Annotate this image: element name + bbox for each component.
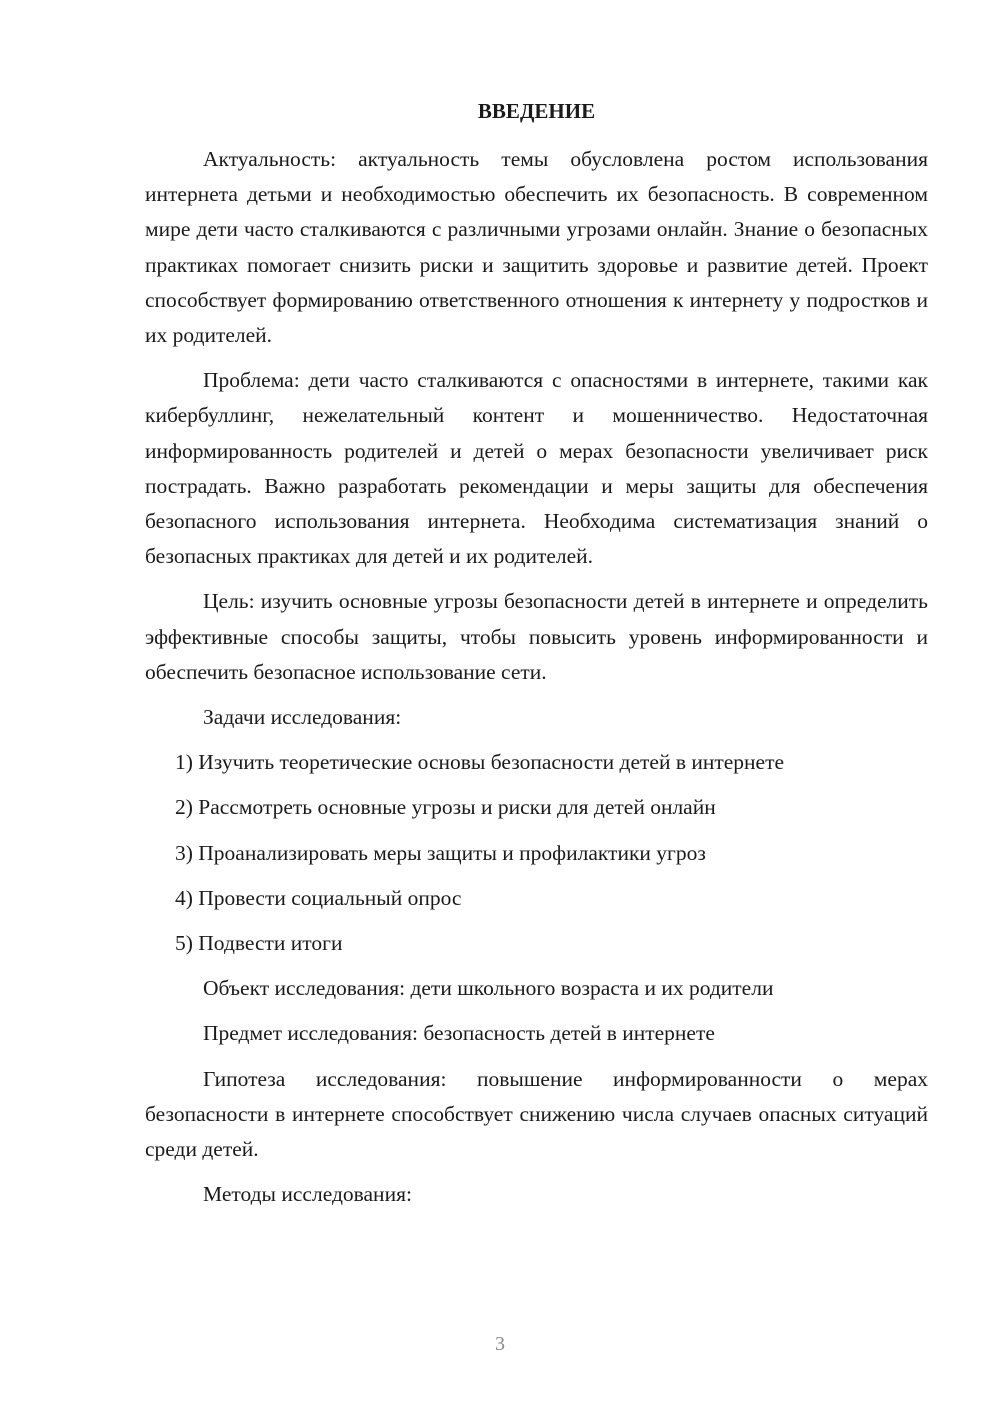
tasks-heading: Задачи исследования: <box>203 705 402 730</box>
page-number: 3 <box>495 1333 505 1355</box>
list-item: 2) Рассмотреть основные угрозы и риски для детей онлайн <box>175 795 716 820</box>
object-paragraph: Объект исследования: дети школьного возраста и их родители <box>203 976 774 1001</box>
tasks-list <box>145 745 928 961</box>
methods-heading: Методы исследования: <box>203 1182 412 1207</box>
document-page <box>145 96 928 1222</box>
list-item: 3) Проанализировать меры защиты и профилактики угроз <box>175 840 706 865</box>
problem-paragraph: Проблема: дети часто сталкиваются с опасностями в интернете, такими как кибербуллинг, нежелательный контент и мошенничество. Недостаточная информированность родителей и детей о мерах безопасности увеличивает риск пострадать. Важно разработать рекомендации и меры защиты для обеспечения безопасного использования интернета. Необходима систематизация знаний о безопасных практиках для детей и их родителей. <box>145 368 928 569</box>
hypothesis-paragraph: Гипотеза исследования: повышение информированности о мерах безопасности в интернете способствует снижению числа случаев опасных ситуаций среди детей. <box>145 1066 928 1162</box>
list-item: 5) Подвести итоги <box>175 931 343 956</box>
subject-paragraph: Предмет исследования: безопасность детей в интернете <box>203 1021 715 1046</box>
goal-paragraph: Цель: изучить основные угрозы безопасности детей в интернете и определить эффективные способы защиты, чтобы повысить уровень информированности и обеспечить безопасное использование сети. <box>145 589 928 684</box>
relevance-paragraph: Актуальность: актуальность темы обусловлена ростом использования интернета детьми и необходимостью обеспечить их безопасность. В современном мире дети часто сталкиваются с различными угрозами онлайн. Знание о безопасных практиках помогает снизить риски и защитить здоровье и развитие детей. Проект способствует формированию ответственного отношения к интернету у подростков и их родителей. <box>145 147 928 348</box>
list-item: 4) Провести социальный опрос <box>175 885 462 910</box>
list-item: 1) Изучить теоретические основы безопасности детей в интернете <box>175 750 785 775</box>
page-title: ВВЕДЕНИЕ <box>477 99 596 123</box>
